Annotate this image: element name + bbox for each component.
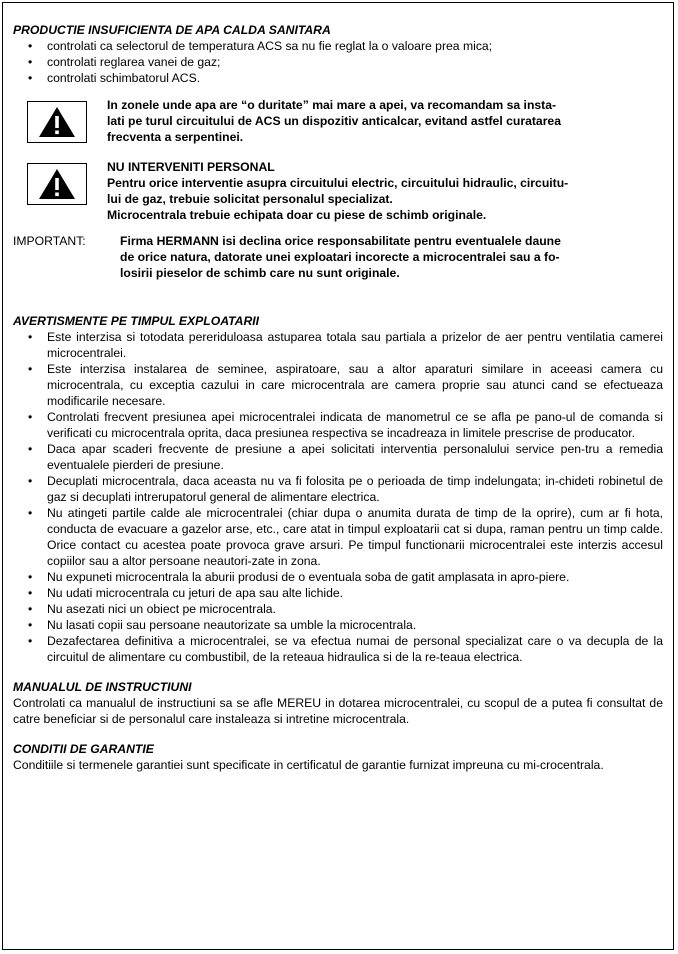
warning-triangle-icon [27,101,87,143]
list-item: • Daca apar scaderi frecvente de presiune a apei solicitati interventia personalului service pen-tru a remedia eventualele pierderi de presiune. [13,441,663,473]
list-item: • Nu atingeti partile calde ale microcentralei (chiar dupa o anumita durata de timp de la oprire), cum ar fi hota, conducta de evacuare a gazelor arse, etc., care atat in timpul exploatarii cat si dupa, raman pentru un timp calde. Orice contact cu acestea poate provoca grave arsuri. Pe timpul functionarii microcentralei este interzis accesul copiilor sau a altor persoane neautori-zate in zona. [13,505,663,569]
manual-text: Controlati ca manualul de instructiuni sa se afle MEREU in dotarea microcentralei, cu scopul de a putea fi consultat de catre beneficiar si de personalul care instaleaza si intretine microcentrala. [13,696,663,726]
operation-list [13,329,663,665]
document-content [13,22,663,773]
hot-water-list [13,38,663,86]
list-item: • controlati reglarea vanei de gaz; [13,54,663,70]
warning-hardness-text: In zonele unde apa are “o duritate” mai mare a apei, va recomandam sa insta- lati pe turul circuitului de ACS un dispozitiv anticalcar, evitand astfel curatarea frecventa a serpentinei. [107,98,561,144]
important-label: IMPORTANT: [13,234,86,248]
list-item: • controlati ca selectorul de temperatura ACS sa nu fie reglat la o valoare prea mica; [13,38,663,54]
section-title-hot-water: PRODUCTIE INSUFICIENTA DE APA CALDA SANITARA [13,23,331,37]
warning-triangle-icon [27,163,87,205]
warning-hardness [13,97,663,145]
list-item: • Controlati frecvent presiunea apei microcentralei indicata de manometrul ce se afla pe pano-ul de comanda si verificati cu microcentrala oprita, daca presiunea respectiva se incadreaza in limitele prescrise de producator. [13,409,663,441]
list-item: • Dezafectarea definitiva a microcentralei, se va efectua numai de personal specializat care o va decupla de la circuitul de alimentare cu combustibil, de la reteaua hidraulica si de la re-teaua electrica. [13,633,663,665]
section-title-operation: AVERTISMENTE PE TIMPUL EXPLOATARII [13,314,260,328]
list-item: • Nu expuneti microcentrala la aburii produsi de o eventuala soba de gatit amplasata in apro-piere. [13,569,663,585]
list-item: • controlati schimbatorul ACS. [13,70,663,86]
section-title-warranty: CONDITII DE GARANTIE [13,742,154,756]
warning-no-personal-intervention [13,159,663,223]
list-item: • Decuplati microcentrala, daca aceasta nu va fi folosita pe o perioada de timp indelungata; in-chideti robinetul de gaz si decuplati intrerupatorul general de alimentare electrica. [13,473,663,505]
section-title-manual: MANUALUL DE INSTRUCTIUNI [13,680,192,694]
important-text: Firma HERMANN isi declina orice responsabilitate pentru eventualele daune de orice natura, datorate unei exploatari incorecte a microcentralei sau a fo- losirii pieselor de schimb care nu sunt originale. [120,234,561,280]
list-item: • Este interzisa si totodata pereriduloasa astuparea totala sau partiala a prizelor de aer pentru ventilatia camerei microcentralei. [13,329,663,361]
important-notice [13,233,663,281]
list-item: • Nu asezati nici un obiect pe microcentrala. [13,601,663,617]
list-item: • Este interzisa instalarea de seminee, aspiratoare, sau a altor aparaturi similare in aceeasi camera cu microcentrala, cu exceptia cazului in care microcentrala are camera proprie sau atunci cand se efectueaza modificarile necesare. [13,361,663,409]
warning-intervention-text: NU INTERVENITI PERSONAL Pentru orice interventie asupra circuitului electric, circuitului hidraulic, circuitu- lui de gaz, trebuie solicitat personalul specializat. Microcentrala trebuie echipata doar cu piese de schimb originale. [107,160,569,222]
warranty-text: Conditiile si termenele garantiei sunt specificate in certificatul de garantie furnizat impreuna cu mi-crocentrala. [13,758,604,772]
list-item: • Nu udati microcentrala cu jeturi de apa sau alte lichide. [13,585,663,601]
list-item: • Nu lasati copii sau persoane neautorizate sa umble la microcentrala. [13,617,663,633]
